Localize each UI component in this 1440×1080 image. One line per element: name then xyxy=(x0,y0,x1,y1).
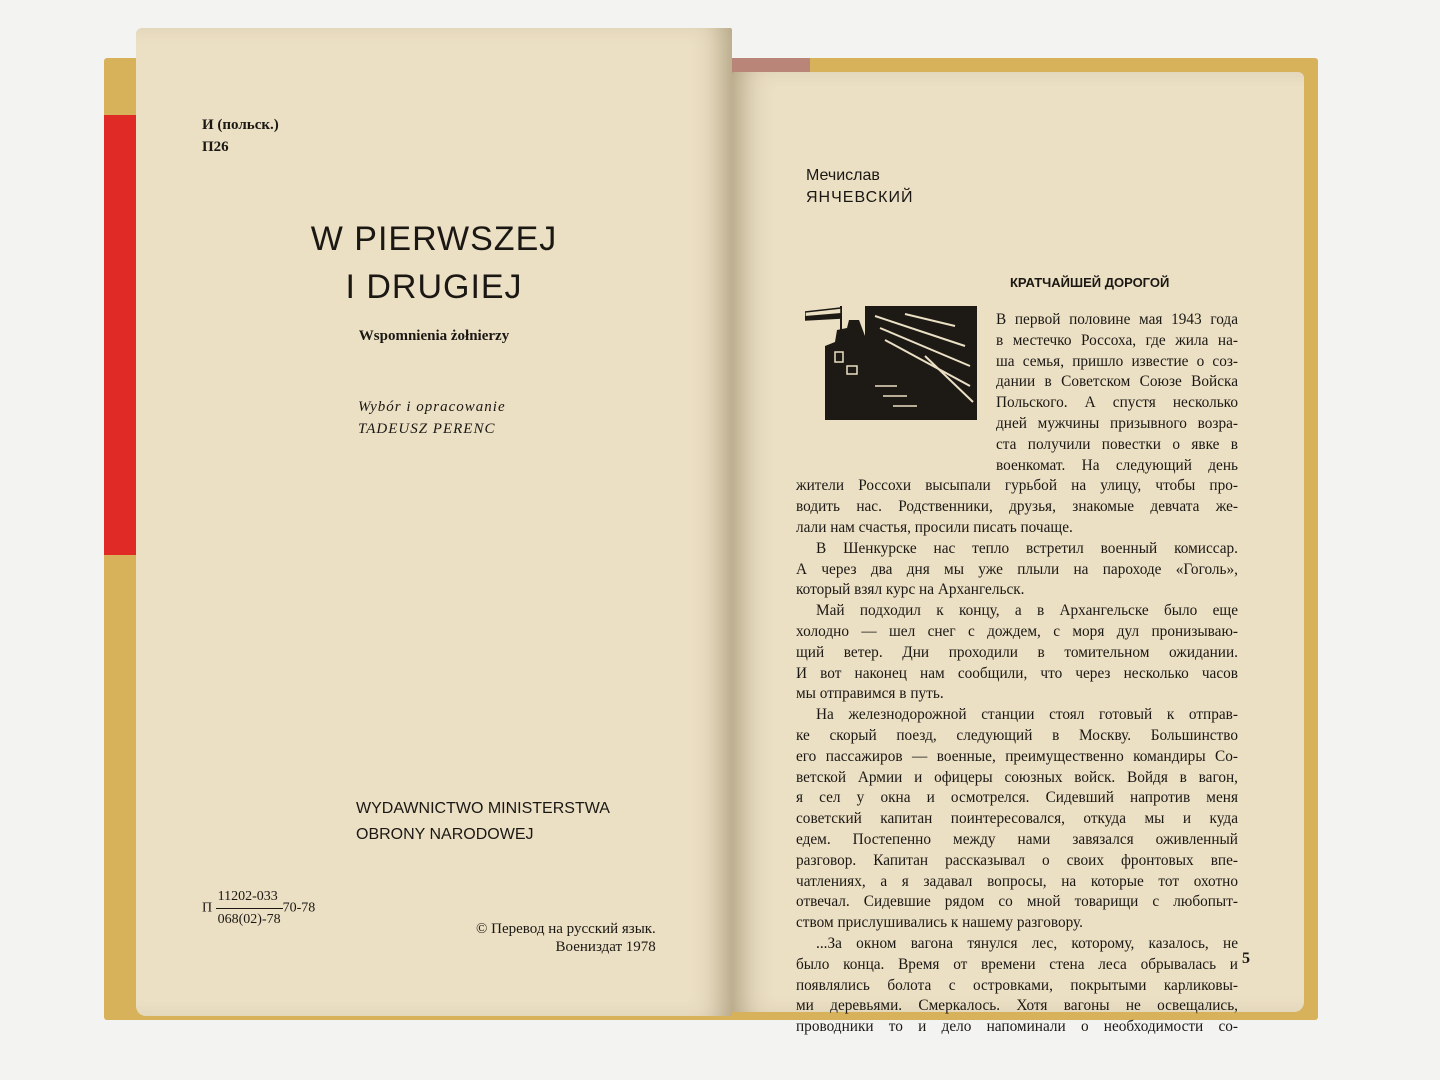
text-line: холодно — шел снег с дождем, с моря дул пронизываю- xyxy=(796,623,1238,640)
author-last-name: ЯНЧЕВСКИЙ xyxy=(806,189,914,206)
catalog-line: И (польск.) xyxy=(202,117,279,133)
page-number: 5 xyxy=(1242,950,1250,967)
text-line: отвечал. Сидевшие рядом со мной товарищи с любопыт- xyxy=(796,893,1238,911)
text-line: который взял курс на Архангельск. xyxy=(796,581,1025,599)
publisher xyxy=(356,796,610,848)
book-title-line: I DRUGIEJ xyxy=(345,268,523,306)
index-code-denominator: 068(02)-78 xyxy=(217,912,281,927)
text-line: ша семья, пришло известие о соз- xyxy=(996,352,1238,370)
copyright-line: © Перевод на русский язык. xyxy=(476,921,656,937)
book-title-line: W PIERWSZEJ xyxy=(310,220,558,258)
copyright-notice xyxy=(476,920,656,956)
text-line: ми деревьями. Смеркалось. Хотя вагоны не освещались, xyxy=(796,997,1238,1015)
editor-line: Wybór i opracowanie xyxy=(358,399,506,415)
text-line: ...За окном вагона тянулся лес, которому, казалось, не xyxy=(816,935,1238,952)
text-line: А через два дня мы уже плыли на пароходе «Гоголь», xyxy=(796,560,1238,578)
index-code-fraction xyxy=(216,886,283,931)
left-page xyxy=(136,28,732,1016)
text-line: На железнодорожной станции стоял готовый к отправ- xyxy=(816,706,1238,724)
right-page xyxy=(732,72,1304,1036)
text-line: едем. Постепенно между нами завязался оживленный xyxy=(796,831,1238,848)
text-line: советский капитан поинтересовался, откуда мы и куда xyxy=(796,810,1238,828)
text-line: Польского. А спустя несколько xyxy=(996,394,1238,412)
text-line: ветской Армии и офицеры союзных войск. Войдя в вагон, xyxy=(796,768,1238,786)
catalog-line: П26 xyxy=(202,139,229,155)
text-line: жители Россохи высыпали гурьбой на улицу, чтобы про- xyxy=(796,477,1238,495)
text-line: разговор. Капитан рассказывал о своих фронтовых впе- xyxy=(796,851,1238,869)
text-line: щий ветер. Дни проходили в томительном ожидании. xyxy=(796,643,1238,661)
text-line: военкомат. На следующий день xyxy=(996,456,1238,474)
catalog-mark xyxy=(202,114,279,158)
text-line: его пассажиров — военные, преимущественно командиры Со- xyxy=(796,747,1238,765)
text-line: В Шенкурске нас тепло встретил военный комиссар. xyxy=(816,539,1238,557)
text-line: И вот наконец нам сообщили, что через несколько часов xyxy=(796,664,1238,682)
text-line: в местечко Россоха, где жила на- xyxy=(996,331,1238,349)
text-line: появлялись болота с островками, покрытыми карликовы- xyxy=(796,976,1238,994)
index-code xyxy=(202,886,315,931)
text-line: В первой половине мая 1943 года xyxy=(996,311,1238,328)
text-line: я сел у окна и осмотрелся. Сидевший напротив меня xyxy=(796,789,1238,807)
text-line: лали нам счастья, просили писать почаще. xyxy=(796,519,1073,536)
author-first-name: Мечислав xyxy=(806,167,880,184)
text-line: дании в Советском Союзе Войска xyxy=(996,373,1238,391)
editor-name: TADEUSZ PERENC xyxy=(358,421,496,437)
text-line: ством прислушивались к нашему разговору. xyxy=(796,914,1083,932)
copyright-line: Воениздат 1978 xyxy=(555,939,656,955)
index-code-numerator: 11202-033 xyxy=(216,886,283,909)
text-line: чатлениях, а я задавал вопросы, на которые тот охотно xyxy=(796,872,1238,890)
text-line: водить нас. Родственники, друзья, знакомые девчата же- xyxy=(796,498,1238,516)
editor-credit xyxy=(358,396,506,440)
book-subtitle: Wspomnienia żołnierzy xyxy=(358,328,510,344)
text-line: Май подходил к концу, а в Архангельске было еще xyxy=(816,602,1238,620)
text-line: дней мужчины призывного возра- xyxy=(996,415,1238,432)
text-line: ста получили повестки о явке в xyxy=(996,435,1238,453)
index-code-prefix: П xyxy=(202,900,213,916)
publisher-line: OBRONY NARODOWEJ xyxy=(356,826,534,843)
text-line: ке скорый поезд, следующий в Москву. Большинство xyxy=(796,727,1238,744)
castle-ruin-flag-woodcut-icon xyxy=(805,306,977,420)
index-code-suffix: 70-78 xyxy=(282,900,316,916)
story-title: КРАТЧАЙШЕЙ ДОРОГОЙ xyxy=(1010,275,1170,290)
publisher-line: WYDAWNICTWO MINISTERSTWA xyxy=(356,800,610,817)
text-line: мы отправимся в путь. xyxy=(796,685,944,703)
text-line: было конца. Время от времени стена леса обрывалась и xyxy=(796,955,1238,973)
text-line: проводники то и дело напоминали о необходимости со- xyxy=(796,1018,1238,1036)
